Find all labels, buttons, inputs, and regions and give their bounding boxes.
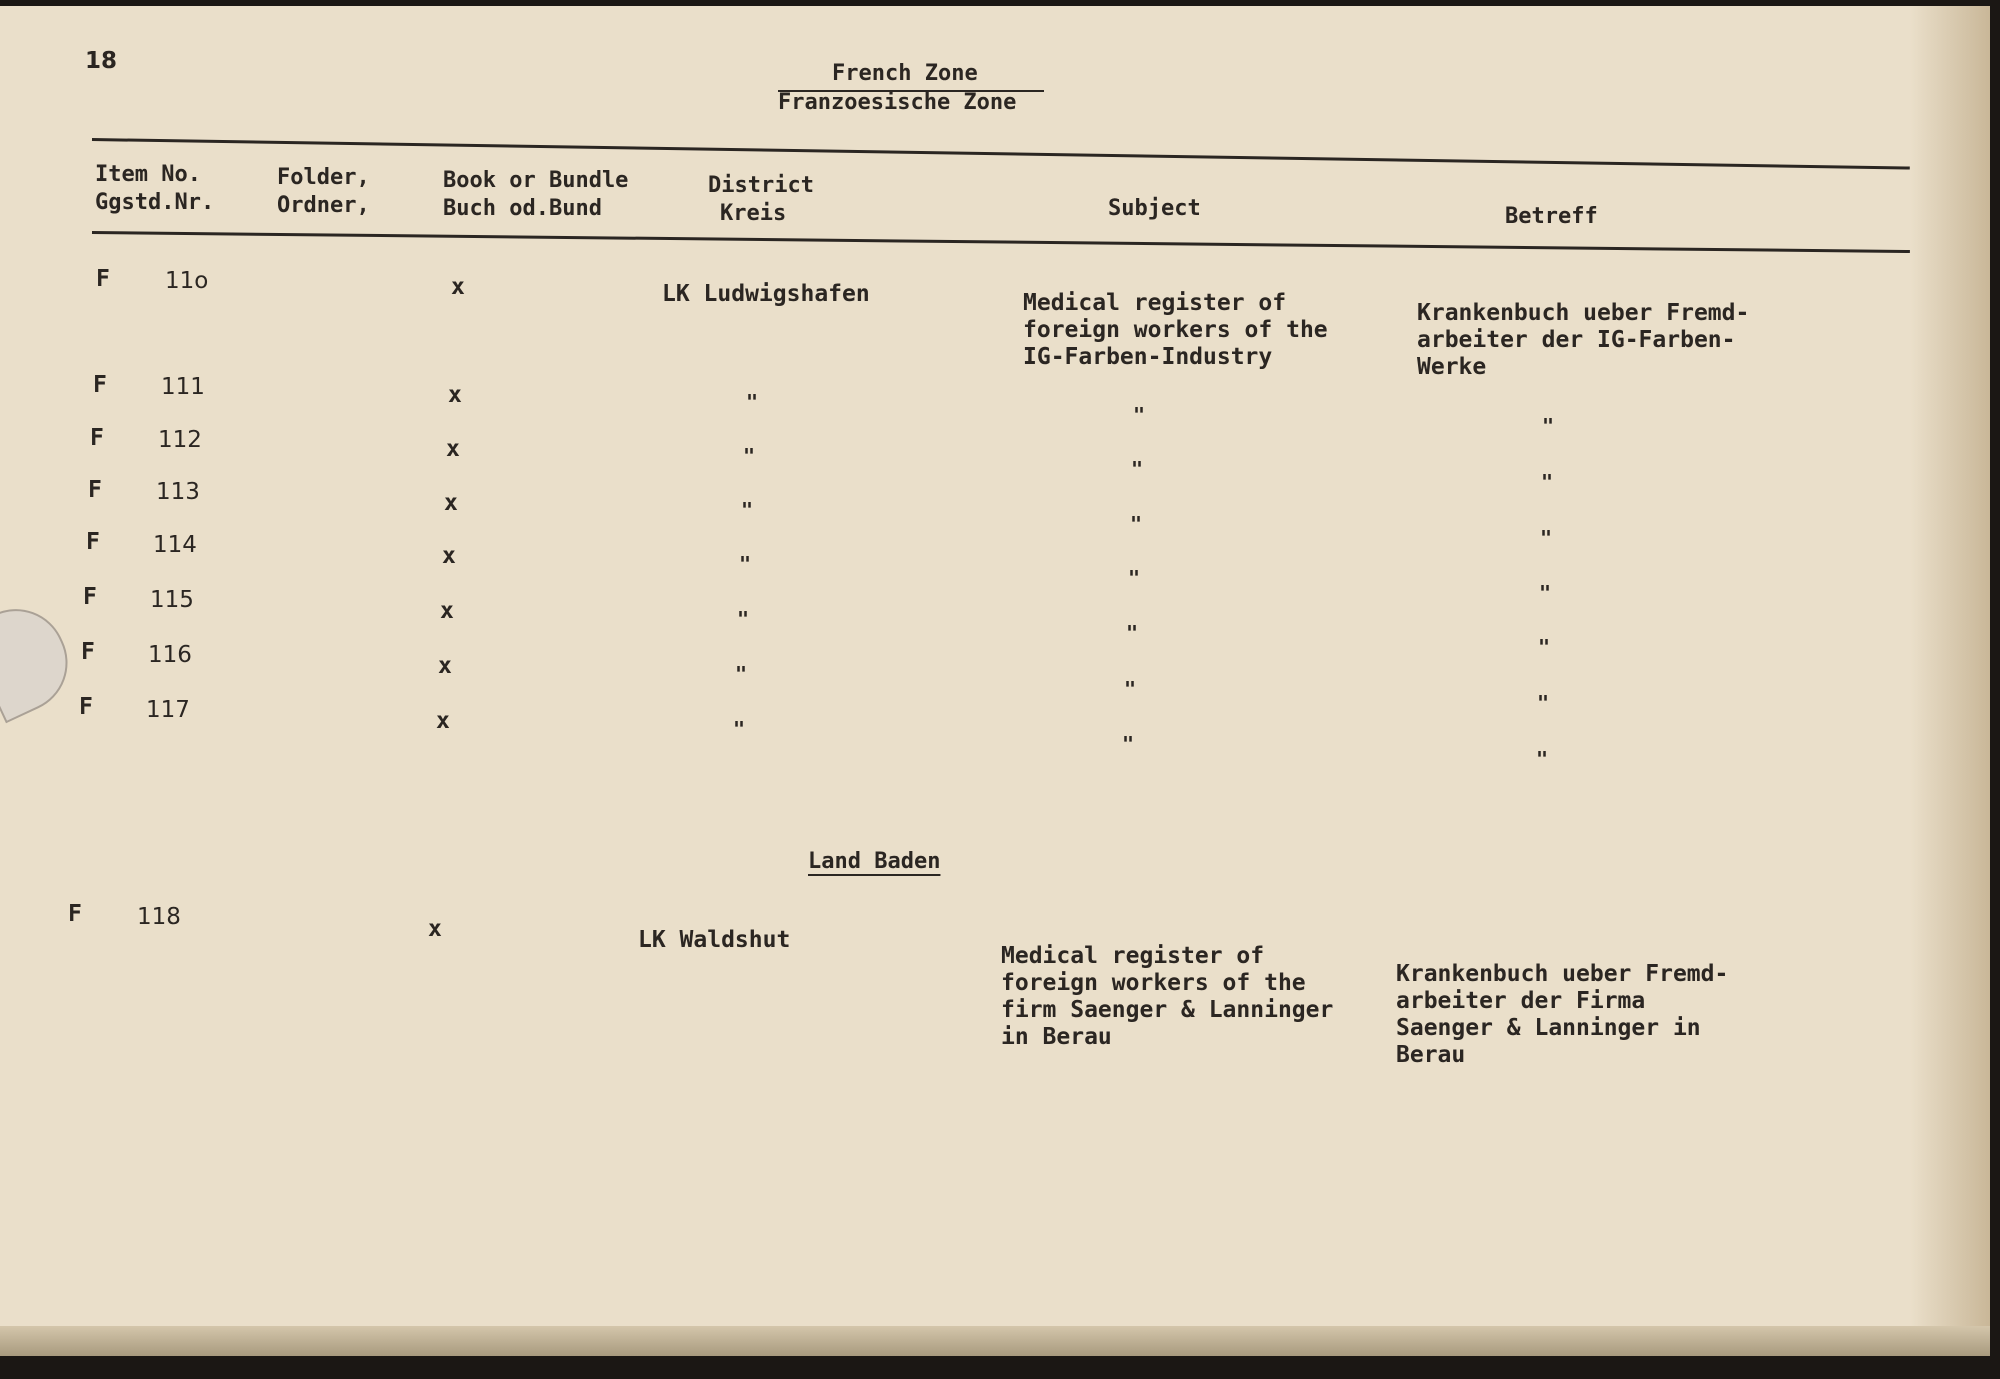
header-book-or-bundle: Book or Bundle — [443, 168, 629, 193]
district-ditto: " — [739, 552, 752, 576]
page-bottom-edge — [0, 1326, 1990, 1356]
item-prefix: F — [88, 477, 102, 503]
item-number: 117 — [146, 697, 190, 723]
book-mark: x — [436, 708, 450, 734]
book-mark: x — [438, 653, 452, 679]
item-prefix: F — [81, 639, 95, 665]
betreff-ditto: " — [1542, 414, 1555, 438]
item-prefix: F — [93, 372, 107, 398]
item-number: 111 — [161, 374, 205, 400]
betreff-ditto: " — [1537, 691, 1550, 715]
item-prefix: F — [86, 529, 100, 555]
header-subject: Subject — [1108, 196, 1201, 221]
header-buch-od-bund: Buch od.Bund — [443, 196, 602, 221]
subject-ditto: " — [1126, 621, 1139, 645]
header-kreis: Kreis — [720, 201, 787, 226]
book-mark: x — [444, 490, 458, 516]
item-number: 116 — [148, 642, 192, 668]
header-bottom-rule — [92, 231, 1910, 253]
district-ditto: " — [735, 662, 748, 686]
page-binding-shadow — [1910, 6, 1990, 1356]
district-ditto: " — [746, 390, 759, 414]
page-number: 18 — [85, 48, 118, 74]
betreff-ditto: " — [1538, 635, 1551, 659]
subject-ditto: " — [1133, 403, 1146, 427]
header-district: District — [708, 173, 814, 198]
betreff-ditto: " — [1541, 470, 1554, 494]
item-number: 114 — [153, 532, 197, 558]
item-prefix: F — [79, 694, 93, 720]
subject-ditto: " — [1131, 457, 1144, 481]
header-ggstd-nr: Ggstd.Nr. — [95, 190, 215, 215]
item-prefix: F — [68, 901, 82, 927]
item-number: 113 — [156, 479, 200, 505]
book-mark: x — [451, 274, 465, 300]
section-heading: Land Baden — [808, 849, 941, 874]
item-number: 118 — [137, 904, 181, 930]
header-folder: Folder, — [277, 165, 370, 190]
betreff-ditto: " — [1536, 747, 1549, 771]
item-number: 115 — [150, 587, 194, 613]
book-mark: x — [440, 598, 454, 624]
document-page — [0, 6, 1990, 1356]
header-ordner: Ordner, — [277, 193, 370, 218]
subject-text: Medical register of foreign workers of the firm Saenger & Lanninger in Berau — [1001, 943, 1334, 1050]
book-mark: x — [448, 382, 462, 408]
district-ditto: " — [743, 444, 756, 468]
subject-ditto: " — [1130, 512, 1143, 536]
subject-text: Medical register of foreign workers of the IG-Farben-Industry — [1023, 290, 1328, 370]
zone-title-de: Franzoesische Zone — [778, 90, 1017, 115]
zone-title-en: French Zone — [832, 61, 978, 86]
district-value: LK Waldshut — [638, 927, 791, 953]
subject-ditto: " — [1124, 677, 1137, 701]
district-ditto: " — [741, 498, 754, 522]
district-value: LK Ludwigshafen — [662, 281, 870, 307]
betreff-ditto: " — [1539, 581, 1552, 605]
district-ditto: " — [737, 607, 750, 631]
item-prefix: F — [90, 425, 104, 451]
paper-clip — [0, 593, 84, 724]
book-mark: x — [446, 436, 460, 462]
subject-ditto: " — [1122, 732, 1135, 756]
item-number: 11o — [165, 268, 209, 294]
betreff-text: Krankenbuch ueber Fremd- arbeiter der IG-Farben- Werke — [1417, 300, 1750, 380]
header-betreff: Betreff — [1505, 204, 1598, 229]
book-mark: x — [442, 543, 456, 569]
subject-ditto: " — [1128, 566, 1141, 590]
betreff-ditto: " — [1540, 526, 1553, 550]
book-mark: x — [428, 916, 442, 942]
item-prefix: F — [83, 584, 97, 610]
betreff-text: Krankenbuch ueber Fremd- arbeiter der Firma Saenger & Lanninger in Berau — [1396, 961, 1729, 1068]
item-prefix: F — [96, 266, 110, 292]
item-number: 112 — [158, 427, 202, 453]
district-ditto: " — [733, 717, 746, 741]
header-item-no: Item No. — [95, 162, 201, 187]
